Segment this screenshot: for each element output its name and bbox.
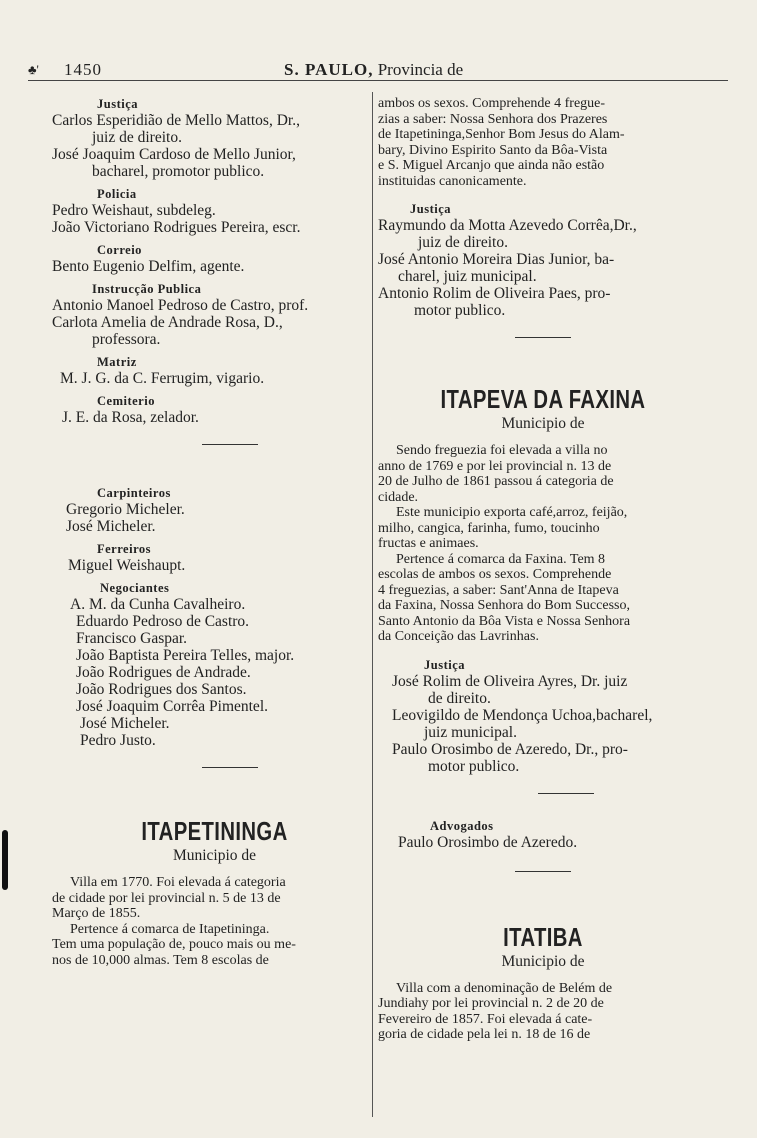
page-header (28, 60, 728, 81)
section-rule (515, 337, 571, 338)
section-heading: Justiça (97, 97, 138, 111)
entry-line: M. J. G. da C. Ferrugim, vigario. (60, 370, 265, 387)
section-heading: Ferreiros (97, 542, 152, 556)
municipality-text (378, 981, 708, 1043)
entry-line: Raymundo da Motta Azevedo Corrêa,Dr., (378, 217, 637, 234)
text-line: fructas e animaes. (378, 536, 479, 551)
text-line: ambos os sexos. Comprehende 4 fregue- (378, 96, 606, 111)
municipality-title: ITAPEVA DA FAXINA (440, 384, 646, 414)
entry-line: juiz de direito. (418, 234, 508, 251)
left-column (52, 96, 377, 968)
section-rule (202, 444, 258, 445)
text-line: Tem uma população de, pouco mais ou me- (52, 937, 296, 952)
entry-line: Pedro Justo. (80, 732, 156, 749)
section-heading: Carpinteiros (97, 486, 171, 500)
municipality-text (378, 443, 708, 645)
municipality-subtitle: Municipio de (172, 847, 257, 864)
entry-line: José Antonio Moreira Dias Junior, ba- (378, 251, 615, 268)
text-line: milho, cangica, farinha, fumo, toucinho (378, 520, 600, 536)
text-line: instituidas canonicamente. (378, 173, 527, 189)
section-heading: Justiça (424, 657, 465, 672)
entry-line: Pedro Weishaut, subdeleg. (52, 202, 216, 219)
page-number: 1450 (64, 60, 102, 79)
entry-line: J. E. da Rosa, zelador. (62, 409, 199, 426)
entry-line: José Rolim de Oliveira Ayres, Dr. juiz (392, 672, 628, 690)
municipality-subtitle: Municipio de (501, 952, 585, 970)
entry-line: Paulo Orosimbo de Azeredo, Dr., pro- (392, 740, 628, 758)
entry-line: A. M. da Cunha Cavalheiro. (70, 596, 246, 613)
text-line: da Faxina, Nossa Senhora do Bom Successo, (378, 598, 630, 613)
entry-line: Bento Eugenio Delfim, agente. (52, 258, 245, 275)
section-heading: Justiça (410, 202, 451, 216)
header-mark: ♣' (28, 62, 39, 77)
entry-line: de direito. (428, 689, 491, 707)
municipality-text (52, 875, 377, 968)
entry-line: Carlota Amelia de Andrade Rosa, D., (52, 314, 283, 331)
section-rule (515, 871, 571, 872)
text-line: goria de cidade pela lei n. 18 de 16 de (378, 1027, 591, 1042)
entry-line: Antonio Manoel Pedroso de Castro, prof. (52, 297, 309, 314)
section-heading: Negociantes (100, 581, 170, 595)
entry-line: Paulo Orosimbo de Azeredo. (398, 833, 578, 851)
text-line: cidade. (378, 489, 419, 505)
entry-line: motor publico. (428, 757, 520, 775)
text-line: nos de 10,000 almas. Tem 8 escolas de (52, 952, 269, 968)
running-title-rest: Provincia de (377, 60, 464, 79)
entry-line: José Joaquim Cardoso de Mello Junior, (52, 146, 296, 163)
continued-text (378, 96, 708, 189)
entry-line: charel, juiz municipal. (398, 268, 537, 285)
text-line: da Conceição das Lavrinhas. (378, 629, 539, 644)
section-heading: Matriz (97, 355, 137, 369)
text-line: de cidade por lei provincial n. 5 de 13 de (52, 890, 281, 906)
running-title-bold: S. PAULO, (284, 60, 374, 79)
entry-line: João Rodrigues de Andrade. (76, 664, 251, 681)
section-heading: Cemiterio (97, 394, 155, 408)
text-line: e S. Miguel Arcanjo que ainda não estão (378, 158, 605, 173)
entry-line: João Baptista Pereira Telles, major. (76, 647, 295, 664)
text-line: 20 de Julho de 1861 passou á categoria de (378, 474, 614, 489)
entry-line: Antonio Rolim de Oliveira Paes, pro- (378, 285, 611, 302)
entry-line: motor publico. (414, 302, 506, 319)
entry-line: Francisco Gaspar. (76, 630, 188, 647)
text-line: zias a saber: Nossa Senhora dos Prazeres (378, 111, 608, 127)
entry-line: Gregorio Micheler. (66, 501, 185, 518)
text-line: Fevereiro de 1857. Foi elevada á cate- (378, 1011, 593, 1027)
section-heading: Policia (97, 187, 137, 201)
entry-line: João Victoriano Rodrigues Pereira, escr. (52, 219, 301, 236)
entry-line: Miguel Weishaupt. (68, 557, 186, 574)
entry-line: juiz de direito. (92, 129, 182, 146)
entry-line: João Rodrigues dos Santos. (76, 681, 247, 698)
text-line: Março de 1855. (52, 906, 141, 921)
scan-edge-mark (2, 830, 8, 890)
municipality-title: ITAPETININGA (141, 816, 288, 846)
section-heading: Advogados (430, 818, 494, 833)
right-column (378, 96, 708, 1043)
entry-line: Carlos Esperidião de Mello Mattos, Dr., (52, 112, 300, 129)
text-line: anno de 1769 e por lei provincial n. 13 de (378, 458, 612, 474)
section-heading: Instrucção Publica (92, 282, 202, 296)
text-line: escolas de ambos os sexos. Comprehende (378, 567, 612, 582)
text-line: Villa em 1770. Foi elevada á categoria (70, 875, 286, 890)
section-heading: Correio (97, 243, 142, 257)
entry-line: José Micheler. (66, 518, 156, 535)
section-rule (538, 793, 594, 794)
entry-line: Leovigildo de Mendonça Uchoa,bacharel, (392, 706, 653, 724)
text-line: Pertence á comarca de Itapetininga. (70, 921, 270, 937)
text-line: 4 freguezias, a saber: Sant'Anna de Itapeva (378, 582, 619, 598)
text-line: Jundiahy por lei provincial n. 2 de 20 de (378, 996, 604, 1011)
municipality-subtitle: Municipio de (501, 415, 585, 432)
section-rule (202, 767, 258, 768)
text-line: Sendo freguezia foi elevada a villa no (396, 443, 608, 458)
text-line: Pertence á comarca da Faxina. Tem 8 (396, 551, 606, 567)
text-line: de Itapetininga,Senhor Bom Jesus do Alam- (378, 127, 625, 142)
municipality-title: ITATIBA (503, 921, 583, 952)
text-line: bary, Divino Espirito Santo da Bôa-Vista (378, 142, 608, 158)
entry-line: professora. (92, 331, 161, 348)
entry-line: José Joaquim Corrêa Pimentel. (76, 698, 268, 715)
entry-line: juiz municipal. (424, 723, 517, 741)
entry-line: bacharel, promotor publico. (92, 163, 265, 180)
text-line: Santo Antonio da Bôa Vista e Nossa Senhora (378, 613, 631, 629)
running-title (284, 60, 463, 80)
entry-line: José Micheler. (80, 715, 170, 732)
text-line: Este municipio exporta café,arroz, feijão, (396, 505, 628, 520)
entry-line: Eduardo Pedroso de Castro. (76, 613, 250, 630)
text-line: Villa com a denominação de Belém de (396, 980, 613, 996)
